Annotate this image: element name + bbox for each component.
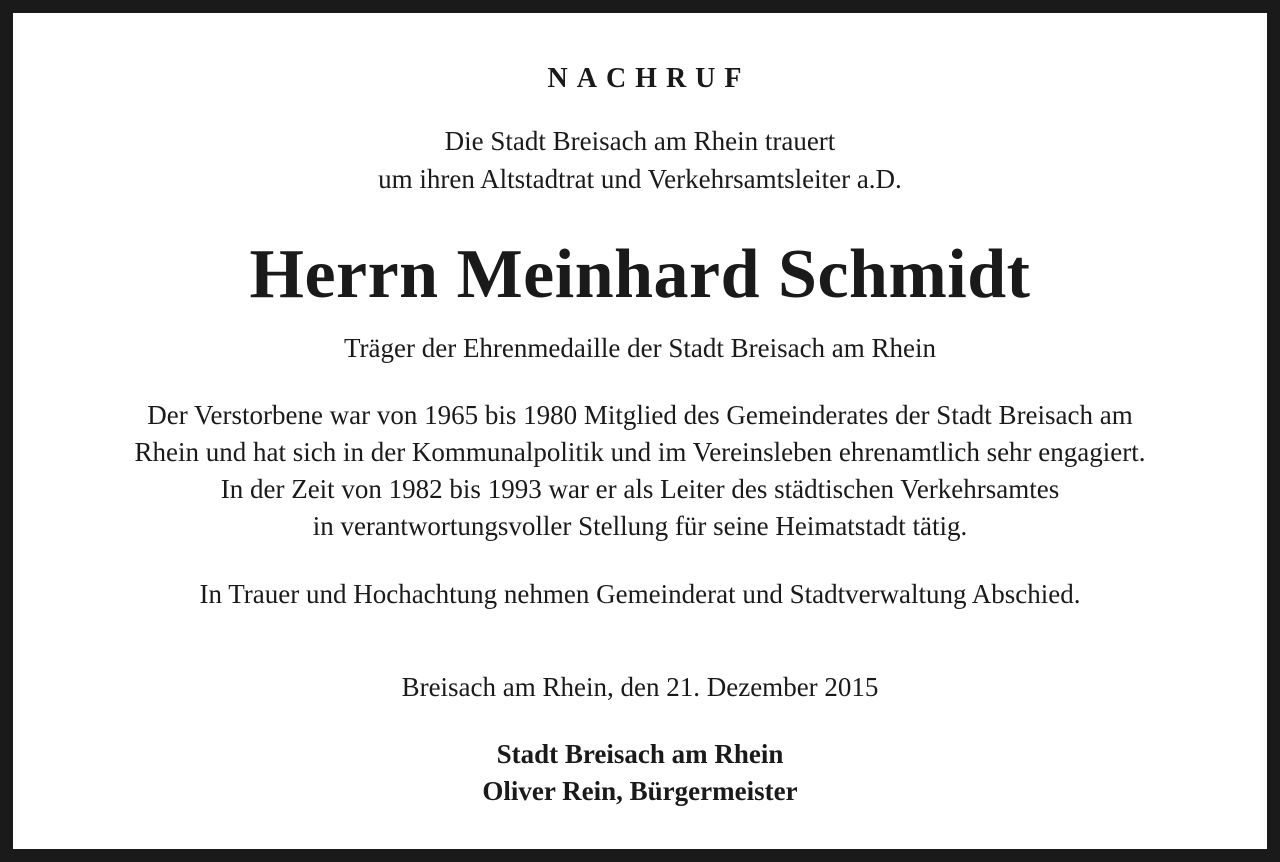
paragraph-line-2: Rhein und hat sich in der Kommunalpolitik und im Vereinsleben ehrenamtlich sehr engagiert. (134, 437, 1146, 467)
paragraph-line-1: Der Verstorbene war von 1965 bis 1980 Mitglied des Gemeinderates der Stadt Breisach am (147, 400, 1133, 430)
paragraph-line-4: in verantwortungsvoller Stellung für seine Heimatstadt tätig. (312, 511, 968, 541)
honor-line: Träger der Ehrenmedaille der Stadt Breisach am Rhein (343, 333, 937, 363)
farewell-line: In Trauer und Hochachtung nehmen Gemeinderat und Stadtverwaltung Abschied. (199, 579, 1081, 609)
intro-line-2: um ihren Altstadtrat und Verkehrsamtsleiter a.D. (378, 164, 902, 194)
paragraph-line-3: In der Zeit von 1982 bis 1993 war er als Leiter des städtischen Verkehrsamtes (220, 474, 1060, 504)
notice-heading: NACHRUF (547, 63, 751, 94)
signature-organization: Stadt Breisach am Rhein (496, 739, 784, 769)
signature-person: Oliver Rein, Bürgermeister (482, 776, 798, 806)
intro-line-1: Die Stadt Breisach am Rhein trauert (444, 126, 836, 156)
deceased-name: Herrn Meinhard Schmidt (249, 236, 1031, 313)
place-date: Breisach am Rhein, den 21. Dezember 2015 (401, 672, 879, 702)
